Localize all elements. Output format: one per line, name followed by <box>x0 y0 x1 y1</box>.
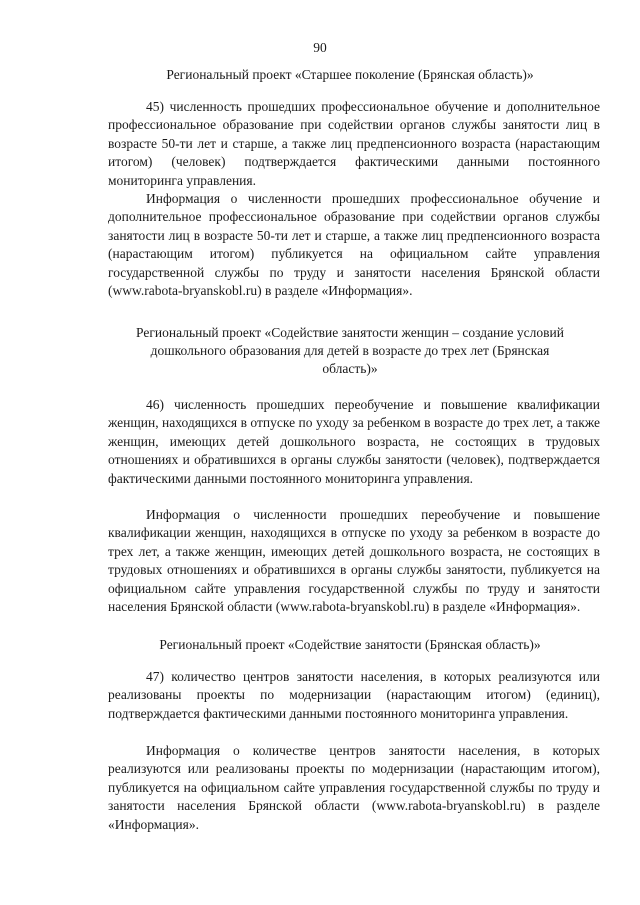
section-heading-older-generation: Региональный проект «Старшее поколение (Брянская область)» <box>166 67 534 82</box>
paragraph-47: 47) количество центров занятости населения, в которых реализуются или реализованы проекты по модернизации (нарастающим итогом) (единиц), подтверждается фактическими данными постоянного мониторинга управления. <box>108 669 600 721</box>
page-number: 90 <box>313 40 327 55</box>
paragraph-45: 45) численность прошедших профессиональное обучение и дополнительное профессиональное образование при содействии органов службы занятости лиц в возрасте 50-ти лет и старше, а также лиц предпенсионного возраста (нарастающим итогом) (человек) подтверждается фактическими данными постоянного мониторинга управления. <box>108 99 600 188</box>
paragraph-47-info: Информация о количестве центров занятости населения, в которых реализуются или реализованы проекты по модернизации (нарастающим итогом), публикуется на официальном сайте управления государственной службы по труду и занятости населения Брянской области (www.rabota-bryanskobl.ru) в разделе «Информация». <box>108 743 600 832</box>
paragraph-46: 46) численность прошедших переобучение и повышение квалификации женщин, находящихся в отпуске по уходу за ребенком в возрасте до трех лет, а также женщин, имеющих детей дошкольного возраста, не состоящих в трудовых отношениях и обратившихся в органы службы занятости (человек), подтверждается фактическими данными постоянного мониторинга управления. <box>108 397 600 486</box>
section-heading-women-employment: Региональный проект «Содействие занятости женщин – создание условий дошкольного образования для детей в возрасте до трех лет (Брянская область)» <box>136 325 564 376</box>
section-heading-employment-assistance: Региональный проект «Содействие занятости (Брянская область)» <box>159 637 541 652</box>
paragraph-46-info: Информация о численности прошедших переобучение и повышение квалификации женщин, находящихся в отпуске по уходу за ребенком в возрасте до трех лет, а также женщин, имеющих детей дошкольного возраста, не состоящих в трудовых отношениях и обратившихся в органы службы занятости, публикуется на официальном сайте управления государственной службы по труду и занятости населения Брянской области (www.rabota-bryanskobl.ru) в разделе «Информация». <box>108 507 600 615</box>
paragraph-45-info: Информация о численности прошедших профессиональное обучение и дополнительное профессиональное образование при содействии органов службы занятости лиц в возрасте 50-ти лет и старше, а также лиц предпенсионного возраста (нарастающим итогом) публикуется на официальном сайте управления государственной службы по труду и занятости населения Брянской области (www.rabota-bryanskobl.ru) в разделе «Информация». <box>108 191 600 299</box>
